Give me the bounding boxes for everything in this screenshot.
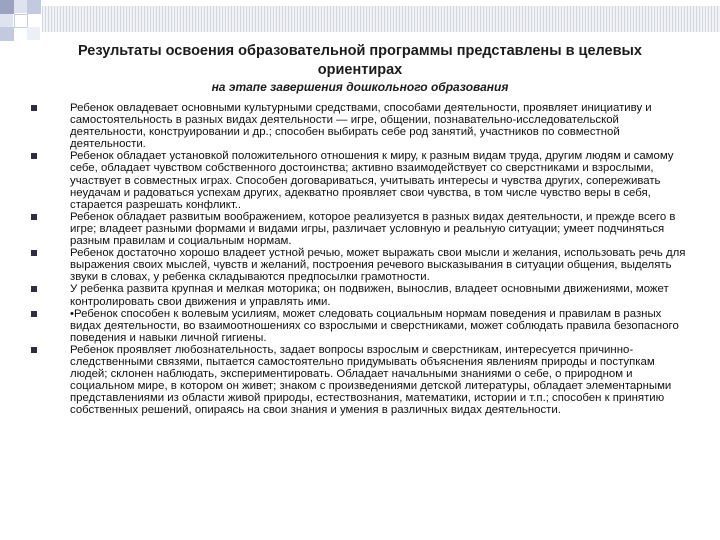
list-item-text: Ребенок достаточно хорошо владеет устной речью, может выражать свои мысли и желания, использовать речь для выражения своих мыслей, чувств и желаний, построения речевого высказывания в ситуации общения, выделять звуки в словах, у ребенка складываются предпосылки грамотности. (70, 247, 686, 284)
square-bullet-icon (31, 105, 37, 111)
list-item (28, 344, 692, 417)
list-item-text: Ребенок овладевает основными культурными средствами, способами деятельности, проявляет инициативу и самостоятельность в разных видах деятельности — игре, общении, познавательно-исследовательской деятельности, конструировании и др.; способен выбирать себе род занятий, участников по совместной деятельности. (70, 102, 652, 151)
list-item (28, 211, 692, 247)
list-item (28, 247, 692, 283)
corner-square (14, 0, 27, 13)
square-bullet-icon (31, 153, 37, 159)
corner-square (0, 27, 14, 41)
square-bullet-icon (31, 214, 37, 220)
square-bullet-icon (31, 311, 37, 317)
list-item-text: Ребенок проявляет любознательность, задает вопросы взрослым и сверстникам, интересуется причинно-следственными связями, пытается самостоятельно придумывать объяснения явлениям природы и поступкам людей; склонен наблюдать, экспериментировать. Обладает начальными знаниями о себе, о природном и социальном мире, в котором он живет; знаком с произведениями детской литературы, обладает элементарными представлениями из области живой природы, естествознания, математики, истории и т.п.; способен к принятию собственных решений, опираясь на свои знания и умения в различных видах деятельности. (70, 343, 672, 417)
slide-title: Результаты освоения образовательной программы представлены в целевых ориентирах (78, 43, 642, 78)
corner-square (0, 0, 14, 14)
corner-square (14, 14, 28, 28)
list-item-text: Ребенок обладает развитым воображением, которое реализуется в разных видах деятельности, и прежде всего в игре; владеет разными формами и видами игры, различает условную и реальную ситуации; умеет подчиняться разным правилам и социальным нормам. (70, 210, 676, 248)
square-bullet-icon (31, 286, 37, 292)
list-item-text: •Ребенок способен к волевым усилиям, может следовать социальным нормам поведения и правилам в разных видах деятельности, во взаимоотношениях со взрослыми и сверстниками, может соблюдать правила безопасного поведения и навыки личной гигиены. (70, 307, 679, 344)
corner-square (27, 0, 41, 14)
target-outcomes-list (28, 102, 692, 416)
list-item (28, 283, 692, 307)
slide-subtitle: на этапе завершения дошкольного образования (211, 80, 509, 94)
list-item (28, 308, 692, 344)
list-item-text: У ребенка развита крупная и мелкая моторика; он подвижен, вынослив, владеет основными движениями, может контролировать свои движения и управлять ими. (70, 283, 669, 308)
corner-square (27, 27, 40, 40)
square-bullet-icon (31, 250, 37, 256)
list-item (28, 102, 692, 150)
corner-square (0, 14, 13, 27)
square-bullet-icon (31, 347, 37, 353)
header-stripe-bar (42, 6, 720, 32)
list-item (28, 150, 692, 210)
list-item-text: Ребенок обладает установкой положительного отношения к миру, к разным видам труда, другим людям и самому себе, обладает чувством собственного достоинства; активно взаимодействует со сверстниками и взрослыми, участвует в совместных играх. Способен договариваться, учитывать интересы и чувства других, сопереживать неудачам и радоваться успехам других, адекватно проявляет свои чувства, в том числе чувство веры в себя, старается разрешать конфликт.. (70, 150, 674, 211)
